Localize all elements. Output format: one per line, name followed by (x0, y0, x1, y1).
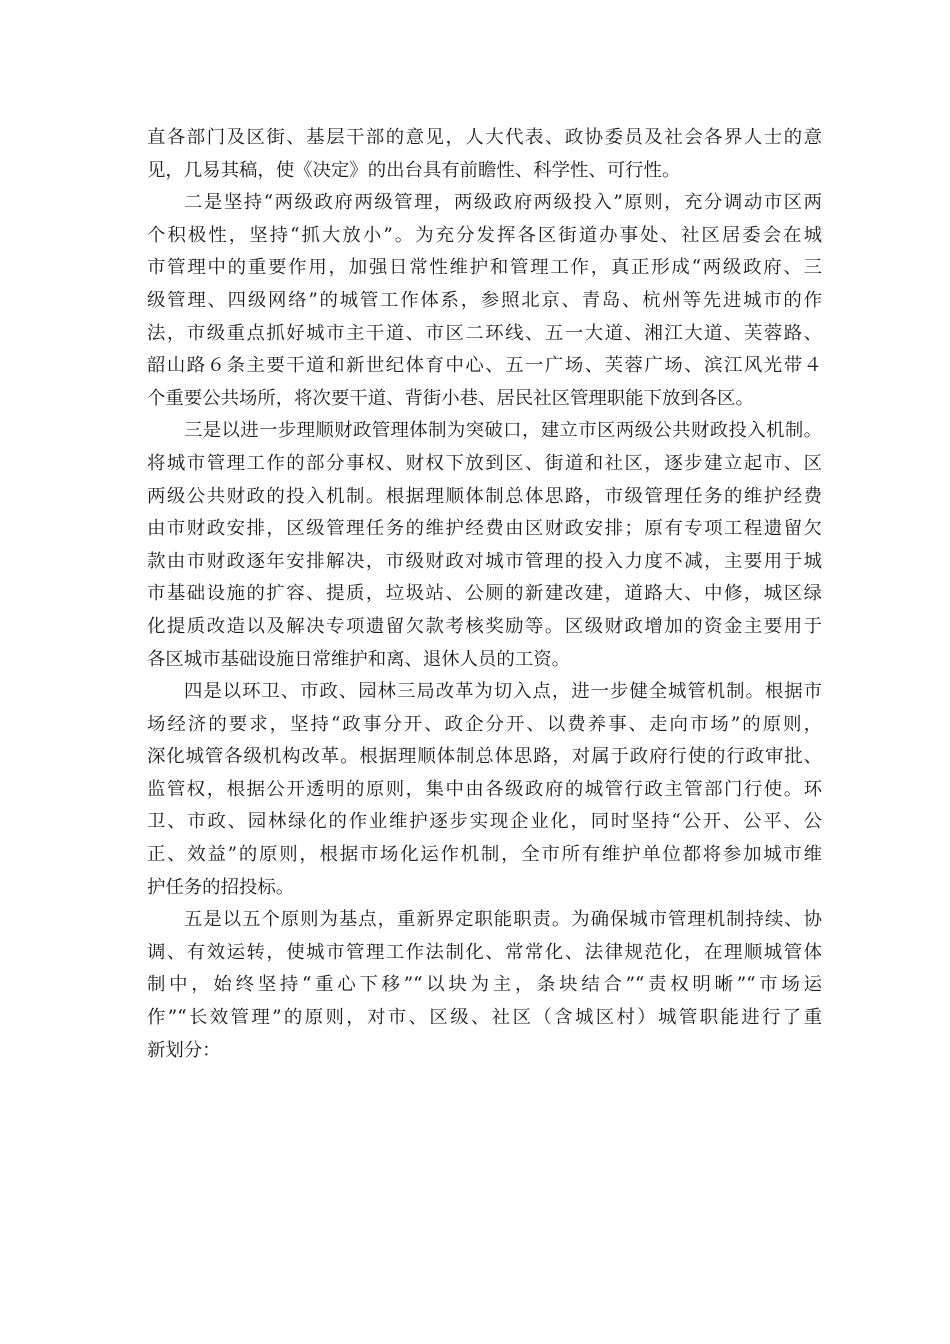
paragraph (147, 676, 822, 904)
text-line: 化提质改造以及解决专项遗留欠款考核奖励等。区级财政增加的资金主要用于 (147, 615, 822, 637)
body-text (147, 122, 822, 1067)
text-line: 作”“长效管理”的原则，对市、区级、社区（含城区村）城管职能进行了重 (147, 1007, 822, 1029)
text-line: 由市财政安排，区级管理任务的维护经费由区财政安排；原有专项工程遗留欠 (147, 518, 822, 540)
text-line: 四是以环卫、市政、园林三局改革为切入点，进一步健全城管机制。根据市 (184, 681, 822, 703)
text-line: 两级公共财政的投入机制。根据理顺体制总体思路，市级管理任务的维护经费 (147, 485, 822, 507)
text-line: 市基础设施的扩容、提质，垃圾站、公厕的新建改建，道路大、中修，城区绿 (147, 583, 822, 605)
paragraph (147, 904, 822, 1067)
text-line: 级管理、四级网络”的城管工作体系，参照北京、青岛、杭州等先进城市的作 (147, 289, 822, 311)
text-line: 三是以进一步理顺财政管理体制为突破口，建立市区两级公共财政投入机制。 (184, 420, 822, 442)
text-line: 见，几易其稿，使《决定》的出台具有前瞻性、科学性、可行性。 (147, 159, 681, 181)
text-line: 款由市财政逐年安排解决，市级财政对城市管理的投入力度不减，主要用于城 (147, 550, 822, 572)
paragraph (147, 122, 822, 187)
text-line: 市管理中的重要作用，加强日常性维护和管理工作，真正形成“两级政府、三 (147, 257, 822, 279)
text-line: 护任务的招投标。 (147, 876, 295, 898)
text-line: 深化城管各级机构改革。根据理顺体制总体思路，对属于政府行使的行政审批、 (147, 746, 822, 768)
text-line: 五是以五个原则为基点，重新界定职能职责。为确保城市管理机制持续、协 (184, 909, 822, 931)
text-line: 监管权，根据公开透明的原则，集中由各级政府的城管行政主管部门行使。环 (147, 778, 822, 800)
text-line: 卫、市政、园林绿化的作业维护逐步实现企业化，同时坚持“公开、公平、公 (147, 811, 822, 833)
text-line: 新划分： (147, 1039, 221, 1061)
text-line: 正、效益”的原则，根据市场化运作机制，全市所有维护单位都将参加城市维 (147, 844, 822, 866)
text-line: 个重要公共场所，将次要干道、背街小巷、居民社区管理职能下放到各区。 (147, 387, 754, 409)
text-line: 将城市管理工作的部分事权、财权下放到区、街道和社区，逐步建立起市、区 (147, 452, 822, 474)
text-line: 调、有效运转，使城市管理工作法制化、常常化、法律规范化，在理顺城管体 (147, 941, 822, 963)
paragraph (147, 415, 822, 676)
text-line: 韶山路６条主要干道和新世纪体育中心、五一广场、芙蓉广场、滨江风光带４ (147, 355, 822, 377)
text-line: 直各部门及区街、基层干部的意见，人大代表、政协委员及社会各界人士的意 (147, 127, 822, 148)
text-line: 各区城市基础设施日常维护和离、退休人员的工资。 (147, 648, 570, 670)
text-line: 法，市级重点抓好城市主干道、市区二环线、五一大道、湘江大道、芙蓉路、 (147, 322, 822, 344)
paragraph (147, 187, 822, 415)
text-line: 二是坚持“两级政府两级管理，两级政府两级投入”原则，充分调动市区两 (184, 192, 822, 214)
text-line: 个积极性，坚持“抓大放小”。为充分发挥各区街道办事处、社区居委会在城 (147, 224, 822, 246)
text-line: 制中，始终坚持“重心下移”“以块为主，条块结合”“责权明晰”“市场运 (147, 974, 822, 996)
text-line: 场经济的要求，坚持“政事分开、政企分开、以费养事、走向市场”的原则， (147, 713, 822, 735)
